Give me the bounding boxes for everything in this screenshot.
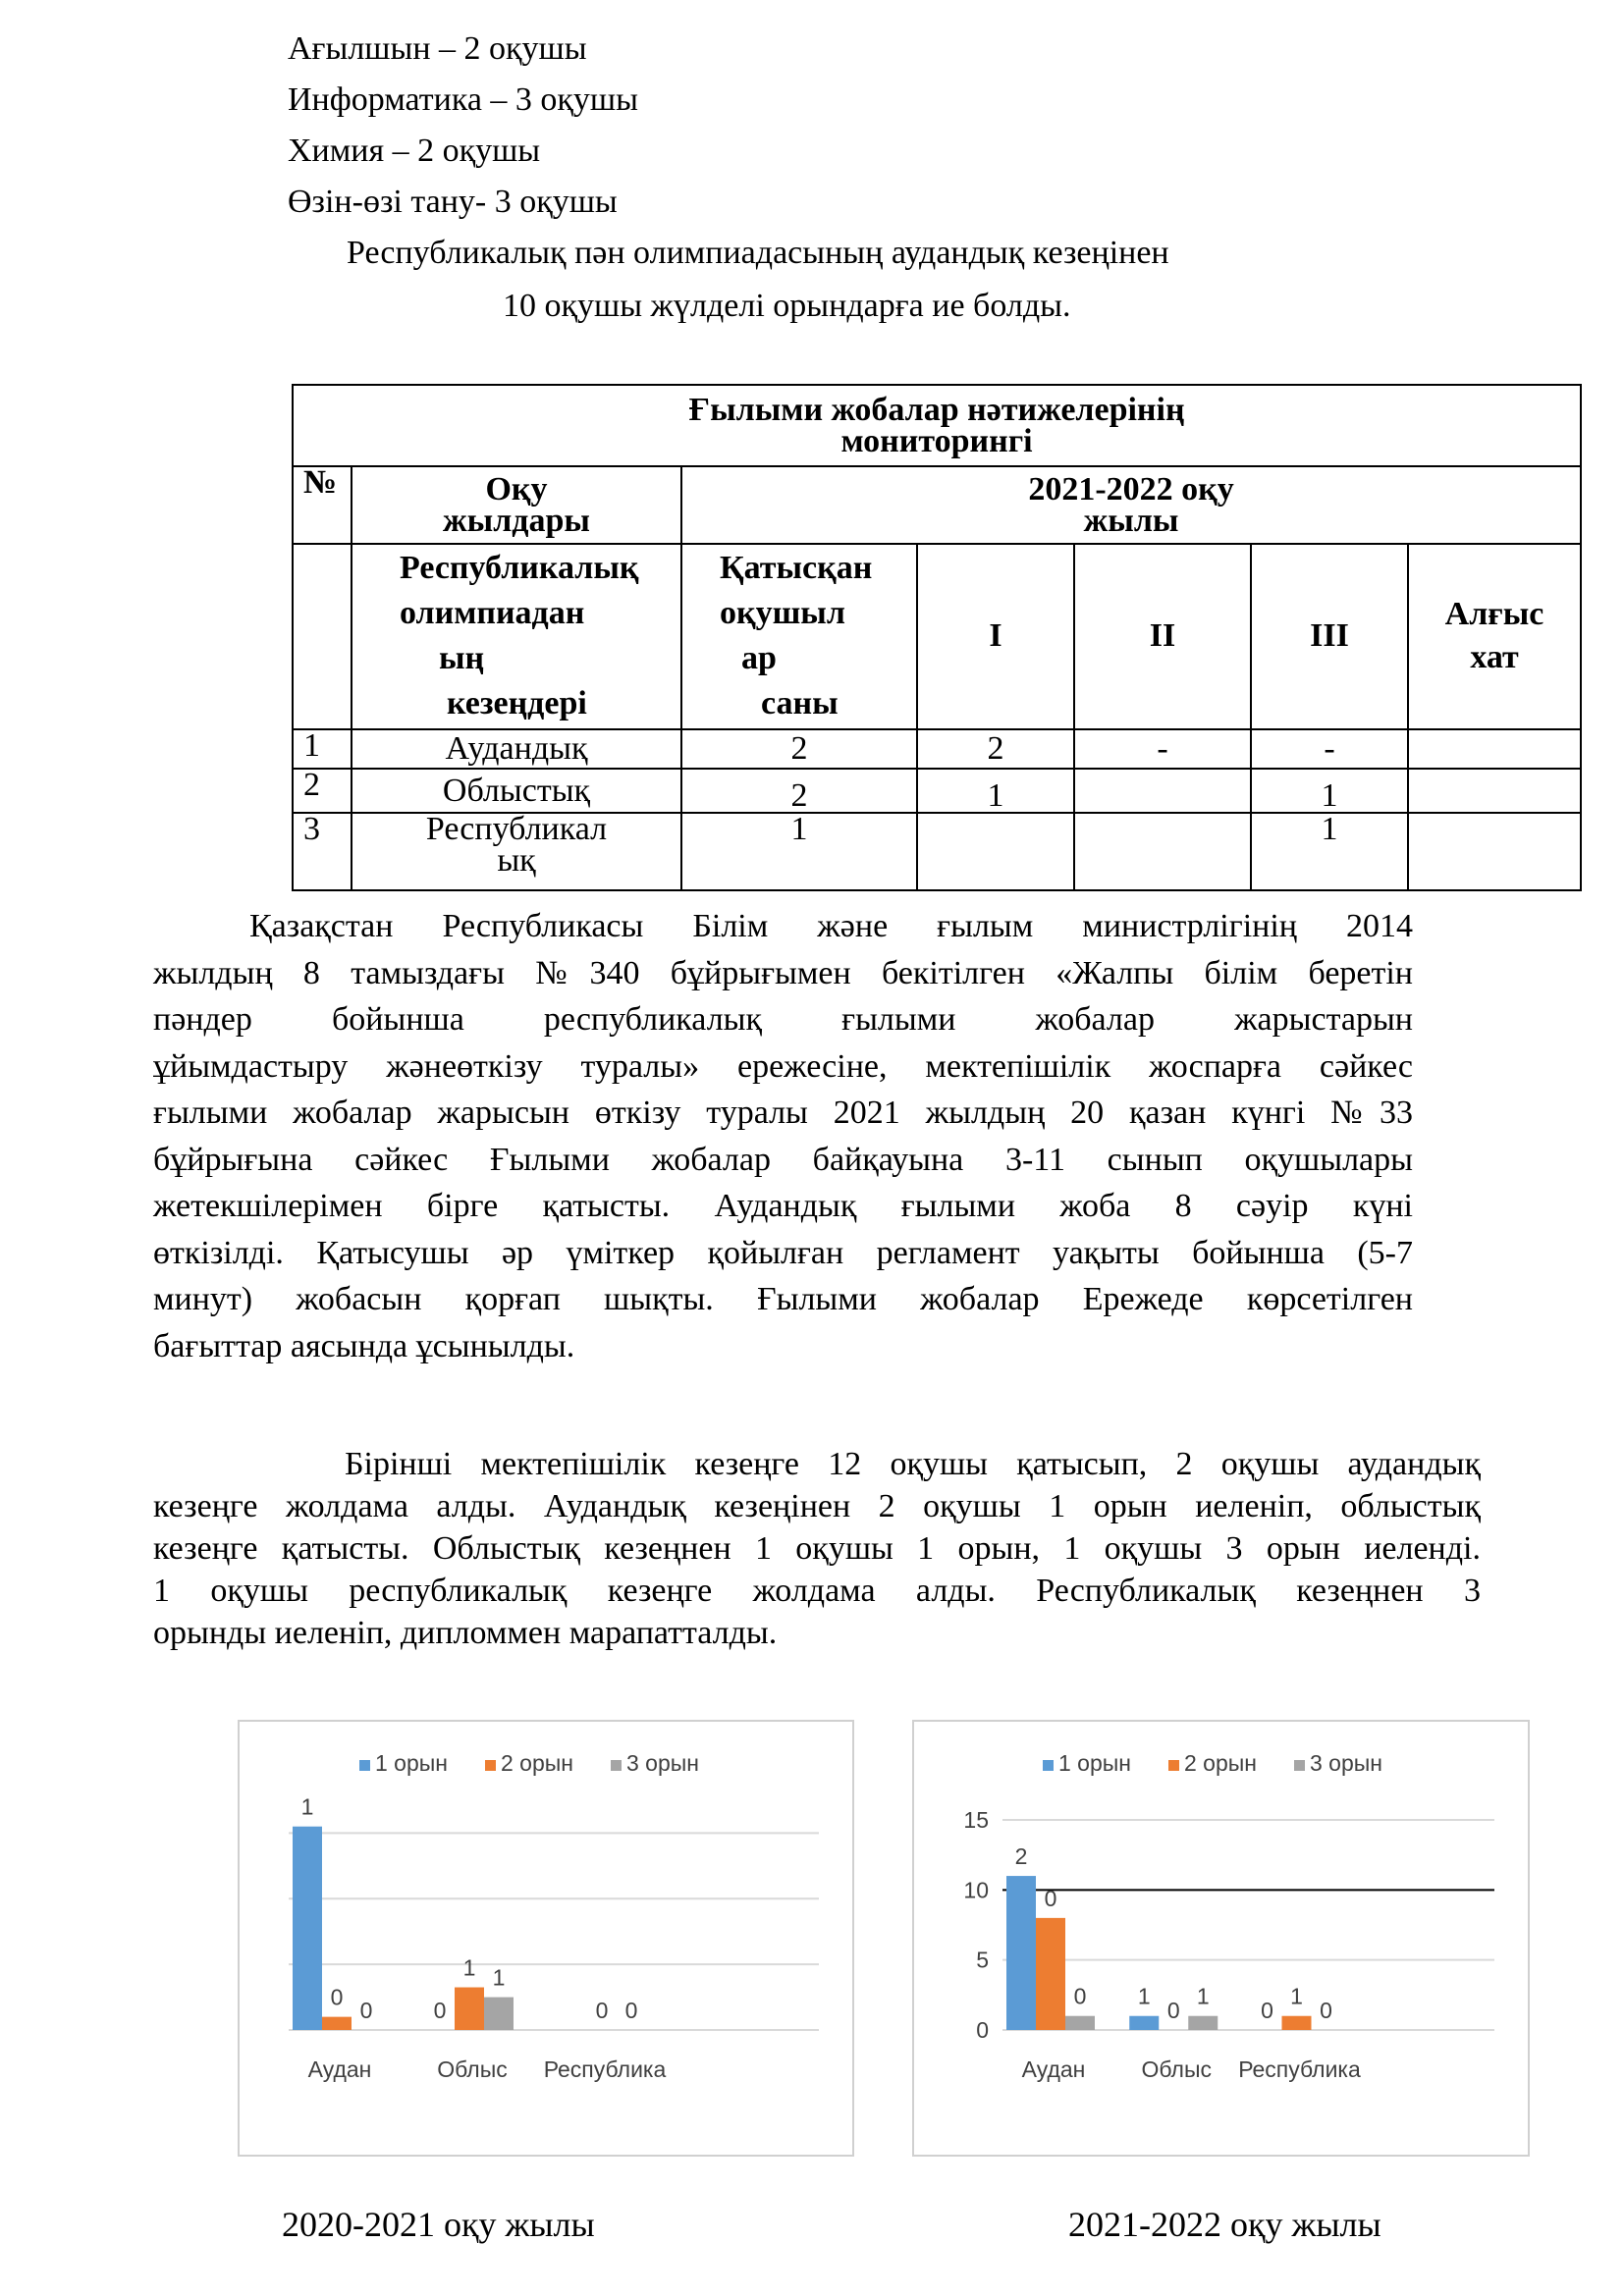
col-years-line1: Оқу — [485, 470, 548, 507]
data-label: 2 — [1014, 1843, 1028, 1870]
paragraph-line: өткізілді. Қатысушы әр үміткер қойылған регламент уақыты бойынша (5-7 — [153, 1234, 1413, 1271]
bar — [1282, 2016, 1312, 2030]
row-first: 2 — [917, 729, 1074, 770]
col-no-header: № — [293, 466, 352, 544]
data-label: 0 — [1044, 1885, 1057, 1911]
table-row — [293, 729, 1581, 770]
legend-label: 2 орын — [1184, 1750, 1257, 1776]
data-label: 0 — [1073, 1983, 1087, 2009]
row-letter — [1408, 813, 1581, 890]
bar — [484, 1998, 514, 2030]
data-label: 1 — [1290, 1983, 1303, 2009]
row-no: 3 — [293, 813, 352, 890]
legend-label: 2 орын — [501, 1750, 573, 1776]
x-tick-label: Аудан — [1021, 2056, 1086, 2082]
subject-line-chemistry: Химия – 2 оқушы — [288, 133, 541, 169]
science-projects-table — [292, 384, 1582, 891]
data-label: 0 — [1320, 1998, 1332, 2023]
table-row — [293, 769, 1581, 813]
caption-2020-2021: 2020-2021 оқу жылы — [282, 2205, 595, 2244]
sub-place-I: I — [917, 544, 1074, 729]
legend-label: 1 орын — [375, 1750, 448, 1776]
table-title — [293, 385, 1581, 466]
chart-2021-2022 — [912, 1720, 1530, 2157]
col-year-line2: жылы — [1083, 502, 1179, 539]
sub-participants-line: ар — [741, 640, 777, 677]
x-tick-label: Аудан — [307, 2056, 372, 2082]
data-label: 0 — [1166, 1998, 1180, 2023]
bar — [1036, 1918, 1065, 2030]
legend-label: 1 орын — [1058, 1750, 1131, 1776]
chart-2020-2021-svg — [240, 1722, 852, 2155]
sub-participants-line: оқушыл — [720, 595, 845, 632]
y-tick-label: 15 — [963, 1807, 989, 1833]
data-label: 1 — [1196, 1983, 1210, 2009]
row-participants: 2 — [681, 729, 917, 770]
row-stage-line1: Республикал — [425, 810, 608, 847]
table-title-line1: Ғылыми жобалар нәтижелерінің — [688, 391, 1185, 428]
sub-participants-header — [681, 544, 917, 729]
sub-place-II: II — [1074, 544, 1251, 729]
legend-swatch — [1168, 1760, 1179, 1771]
row-letter — [1408, 769, 1581, 813]
sub-stage-line: кезеңдері — [447, 685, 587, 722]
col-years-line2: жылдары — [443, 502, 590, 539]
data-label: 0 — [359, 1998, 373, 2023]
table-row — [293, 813, 1581, 890]
paragraph-line: кезеңге жолдама алды. Аудандық кезеңінен 2 оқушы 1 орын иеленіп, облыстық — [153, 1488, 1481, 1524]
legend-swatch — [485, 1760, 496, 1771]
sub-participants-line: Қатысқан — [720, 550, 873, 587]
row-third: - — [1251, 729, 1408, 770]
sub-letter-header — [1408, 544, 1581, 729]
legend-swatch — [359, 1760, 370, 1771]
sub-stage-line: Республикалық — [400, 550, 639, 587]
data-label: 1 — [1137, 1983, 1151, 2009]
row-second — [1074, 813, 1251, 890]
y-tick-label: 5 — [976, 1947, 989, 1973]
paragraph-line: жетекшілерімен бірге қатысты. Аудандық ғылыми жоба 8 сәуір күні — [153, 1188, 1413, 1224]
row-stage: Аудандық — [352, 729, 681, 770]
row-stage-line2: ық — [497, 841, 536, 879]
row-stage: Облыстық — [352, 769, 681, 813]
paragraph-line: Қазақстан Республикасы Білім және ғылым министрлігінің 2014 — [249, 908, 1413, 944]
subject-line-self-knowledge: Өзін-өзі тану- 3 оқушы — [288, 184, 618, 220]
x-tick-label: Облыс — [1141, 2056, 1212, 2082]
data-label: 1 — [300, 1793, 314, 1820]
y-tick-label: 10 — [963, 1877, 989, 1903]
subject-line-informatics: Информатика – 3 оқушы — [288, 81, 638, 118]
table-title-line2: мониторингі — [840, 422, 1033, 459]
caption-2021-2022: 2021-2022 оқу жылы — [1068, 2205, 1381, 2244]
paragraph-line: бұйрығына сәйкес Ғылыми жобалар байқауына 3-11 сынып оқушылары — [153, 1141, 1413, 1178]
row-third: 1 — [1251, 813, 1408, 890]
sub-stage-line: олимпиадан — [400, 595, 585, 632]
chart-2021-2022-svg — [914, 1722, 1528, 2155]
data-label: 0 — [433, 1998, 447, 2023]
paragraph-line: орынды иеленіп, дипломмен марапатталды. — [153, 1615, 778, 1651]
legend-label: 3 орын — [1310, 1750, 1382, 1776]
paragraph-line: пәндер бойынша республикалық ғылыми жобалар жарыстарын — [153, 1001, 1413, 1038]
paragraph-regulation — [153, 903, 1413, 1369]
bar — [1065, 2016, 1095, 2030]
sub-letter-line: Алғыс — [1444, 596, 1544, 633]
bar — [1006, 1876, 1036, 2030]
row-participants: 2 — [681, 769, 917, 813]
paragraph-line: бағыттар аясында ұсынылды. — [153, 1327, 575, 1364]
bar — [1188, 2016, 1218, 2030]
paragraph-line: минут) жобасын қорғап шықты. Ғылыми жобалар Ережеде көрсетілген — [153, 1281, 1413, 1317]
data-label: 0 — [330, 1984, 344, 2010]
legend-swatch — [1043, 1760, 1054, 1771]
row-second: - — [1074, 729, 1251, 770]
x-tick-label: Облыс — [437, 2056, 508, 2082]
sub-participants-line: саны — [761, 685, 839, 722]
olympiad-summary-line1: Республикалық пән олимпиадасының аудандық кезеңінен — [347, 235, 1169, 271]
legend-label: 3 орын — [626, 1750, 699, 1776]
bar — [1129, 2016, 1159, 2030]
row-stage — [352, 810, 681, 890]
subheader-blank — [293, 544, 352, 729]
data-label: 0 — [1261, 1998, 1273, 2023]
chart-2020-2021 — [238, 1720, 854, 2157]
row-first: 1 — [917, 769, 1074, 813]
row-no: 2 — [293, 769, 352, 813]
row-second — [1074, 769, 1251, 813]
paragraph-line: ұйымдастыру жәнеөткізу туралы» ережесіне, мектепішілік жоспарға сәйкес — [153, 1047, 1413, 1085]
col-years-header — [352, 466, 681, 544]
paragraph-line: жылдың 8 тамыздағы №340 бұйрығымен бекітілген «Жалпы білім беретін — [153, 954, 1413, 991]
data-label: 1 — [462, 1954, 476, 1981]
x-tick-label: Республика — [1238, 2056, 1361, 2082]
sub-stage-header — [352, 544, 681, 729]
paragraph-line: кезеңге қатысты. Облыстық кезеңнен 1 оқушы 1 орын, 1 оқушы 3 орын иеленді. — [153, 1530, 1481, 1567]
col-year-line1: 2021-2022 оқу — [1028, 470, 1234, 507]
legend-swatch — [1294, 1760, 1305, 1771]
row-first — [917, 813, 1074, 890]
paragraph-line: ғылыми жобалар жарысын өткізу туралы 2021 жылдың 20 қазан күнгі №33 — [153, 1095, 1413, 1131]
subject-line-english: Ағылшын – 2 оқушы — [288, 30, 587, 67]
y-tick-label: 0 — [976, 2017, 989, 2043]
paragraph-line: Бірінші мектепішілік кезеңге 12 оқушы қатысып, 2 оқушы аудандық — [345, 1446, 1481, 1482]
sub-stage-line: ың — [439, 640, 485, 677]
olympiad-summary-line2: 10 оқушы жүлделі орындарға ие болды. — [503, 288, 1071, 324]
bar — [455, 1988, 484, 2030]
sub-place-III: III — [1251, 544, 1408, 729]
data-label: 1 — [492, 1964, 506, 1991]
col-year-header — [681, 466, 1581, 544]
bar — [293, 1827, 322, 2030]
x-tick-label: Республика — [543, 2056, 667, 2082]
row-letter — [1408, 729, 1581, 770]
row-no: 1 — [293, 729, 352, 770]
paragraph-stages — [153, 1443, 1481, 1654]
bar — [322, 2017, 352, 2030]
row-participants: 1 — [681, 813, 917, 890]
paragraph-line: 1 оқушы республикалық кезеңге жолдама алды. Республикалық кезеңнен 3 — [153, 1573, 1481, 1609]
data-label: 0 — [624, 1998, 638, 2023]
data-label: 0 — [595, 1998, 609, 2023]
row-third: 1 — [1251, 769, 1408, 813]
legend-swatch — [611, 1760, 622, 1771]
sub-letter-line: хат — [1470, 639, 1519, 676]
